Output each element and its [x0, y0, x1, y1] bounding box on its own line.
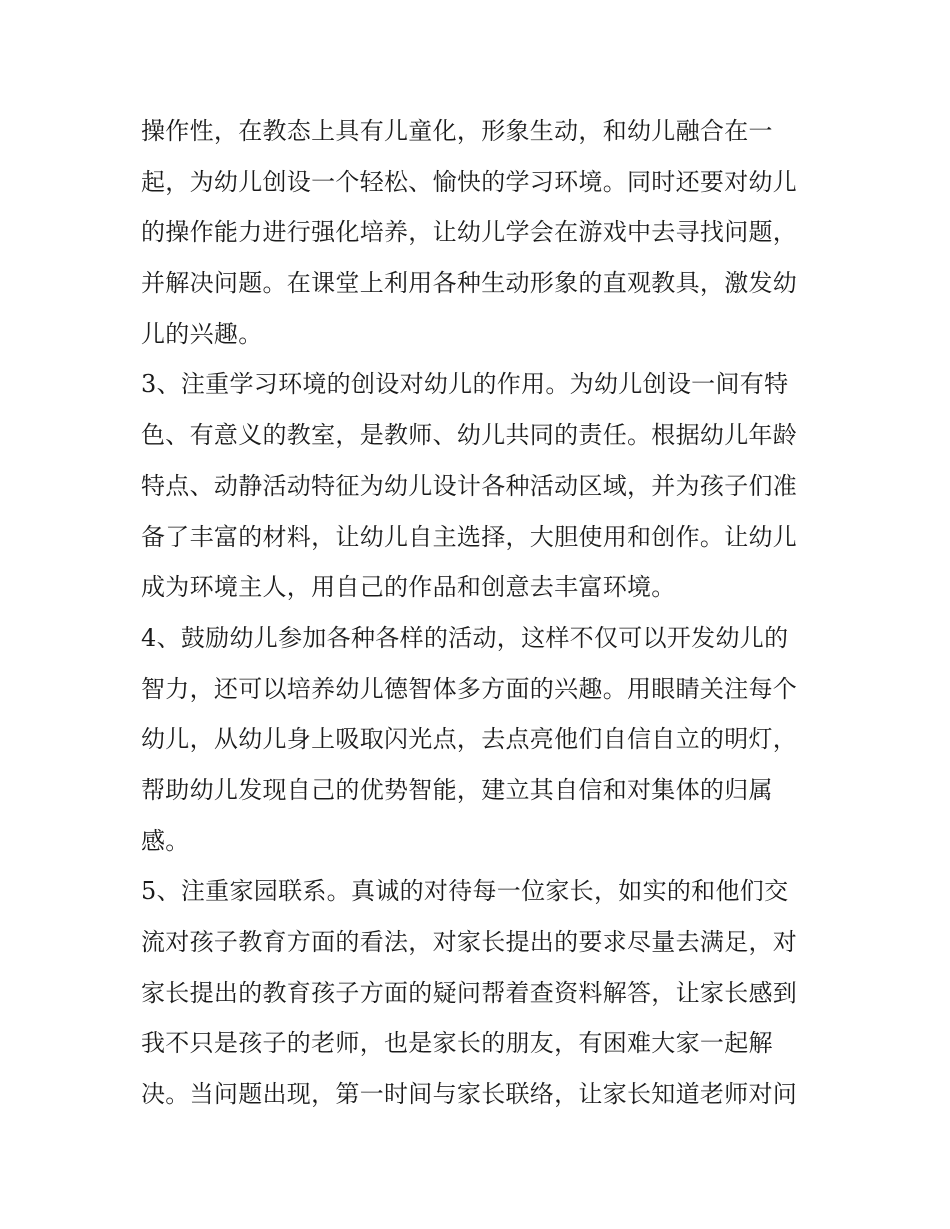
body-text: [141, 106, 821, 1120]
text-line: 决。当问题出现，第一时间与家长联络，让家长知道老师对问: [141, 1080, 798, 1109]
text-line: 操作性，在教态上具有儿童化，形象生动，和幼儿融合在一: [141, 117, 773, 145]
text-line: 备了丰富的材料，让幼儿自主选择，大胆使用和创作。让幼儿: [141, 522, 798, 551]
text-line: 的操作能力进行强化培养，让幼儿学会在游戏中去寻找问题，: [141, 218, 798, 247]
text-line: 成为环境主人，用自己的作品和创意去丰富环境。: [141, 573, 676, 602]
text-line: 特点、动静活动特征为幼儿设计各种活动区域，并为孩子们准: [141, 471, 798, 500]
text-line: 感。: [141, 826, 190, 855]
text-line: 流对孩子教育方面的看法，对家长提出的要求尽量去满足，对: [141, 928, 798, 956]
text-line: 我不只是孩子的老师，也是家长的朋友，有困难大家一起解: [141, 1029, 773, 1058]
text-line: 起，为幼儿创设一个轻松、愉快的学习环境。同时还要对幼儿: [141, 167, 798, 196]
text-line: 儿的兴趣。: [141, 319, 263, 348]
text-line: 智力，还可以培养幼儿德智体多方面的兴趣。用眼睛关注每个: [141, 674, 798, 703]
text-line: 并解决问题。在课堂上利用各种生动形象的直观教具，激发幼: [141, 269, 798, 298]
text-line: 色、有意义的教室，是教师、幼儿共同的责任。根据幼儿年龄: [141, 421, 798, 450]
text-line: 4、鼓励幼儿参加各种各样的活动，这样不仅可以开发幼儿的: [141, 623, 789, 652]
text-line: 家长提出的教育孩子方面的疑问帮着查资料解答，让家长感到: [141, 978, 798, 1007]
text-line: 幼儿，从幼儿身上吸取闪光点，去点亮他们自信自立的明灯，: [141, 725, 798, 754]
text-line: 帮助幼儿发现自己的优势智能，建立其自信和对集体的归属: [141, 775, 773, 804]
text-line: 5、注重家园联系。真诚的对待每一位家长，如实的和他们交: [141, 877, 789, 906]
text-line: 3、注重学习环境的创设对幼儿的作用。为幼儿创设一间有特: [141, 370, 789, 399]
